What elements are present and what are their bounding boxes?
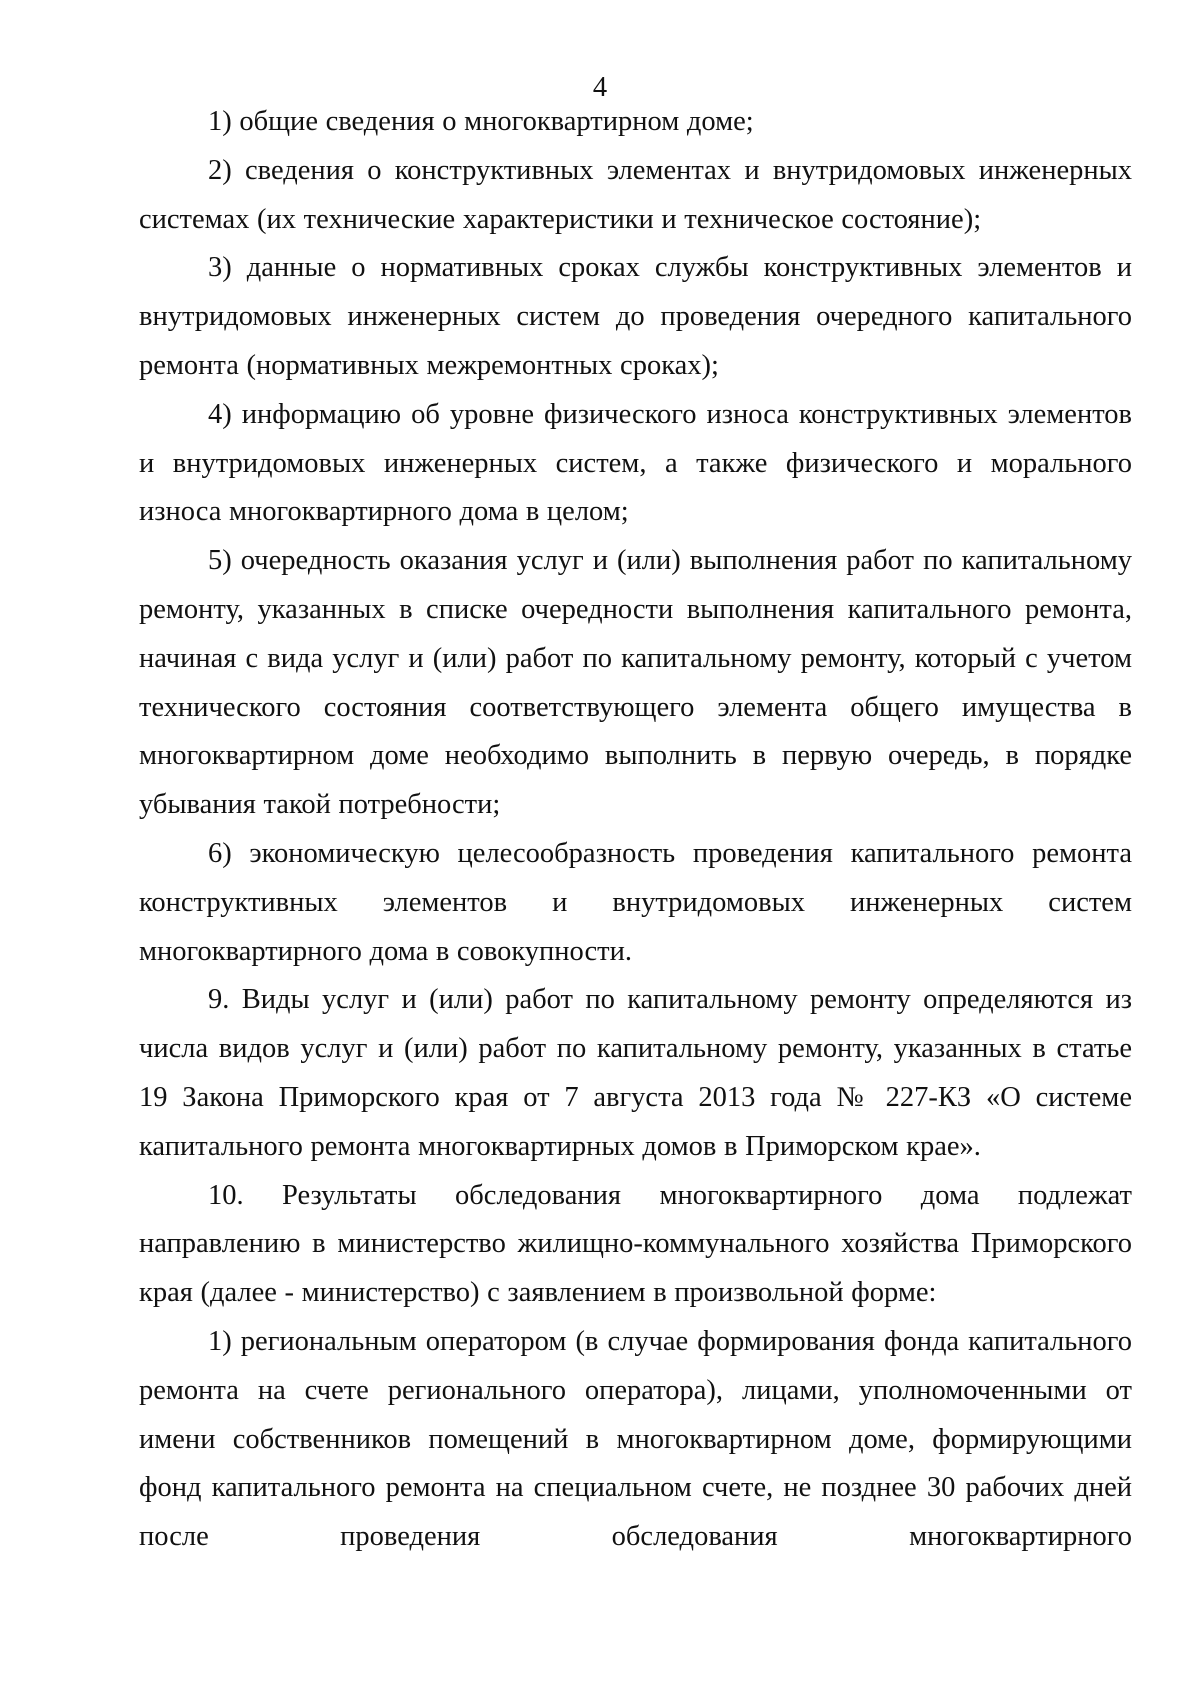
page-number: 4: [592, 72, 608, 103]
paragraph-item-5: 5) очередность оказания услуг и (или) выполнения работ по капитальному ремонту, указанных в списке очередности выполнения капитального ремонта, начиная с вида услуг и (или) работ по капитальному ремонту, который с учетом технического состояния соответствующего элемента общего имущества в многоквартирном доме необходимо выполнить в первую очередь, в порядке убывания такой потребности;: [139, 545, 1132, 821]
paragraph-item-3: 3) данные о нормативных сроках службы конструктивных элементов и внутридомовых инженерных систем до проведения очередного капитального ремонта (нормативных межремонтных сроках);: [139, 252, 1132, 381]
paragraph-item-4: 4) информацию об уровне физического износа конструктивных элементов и внутридомовых инженерных систем, а также физического и морального износа многоквартирного дома в целом;: [139, 398, 1132, 528]
paragraph-item-2: 2) сведения о конструктивных элементах и внутридомовых инженерных системах (их технические характеристики и техническое состояние);: [139, 154, 1132, 235]
paragraph-clause-9: 9. Виды услуг и (или) работ по капитальному ремонту определяются из числа видов услуг и (или) работ по капитальному ремонту, указанных в статье 19 Закона Приморского края от 7 августа 2013 года № 227-КЗ «О системе капитального ремонта многоквартирных домов в Приморском крае».: [139, 984, 1132, 1162]
document-body: [139, 98, 1132, 1562]
paragraph-item-6: 6) экономическую целесообразность проведения капитального ремонта конструктивных элементов и внутридомовых инженерных систем многоквартирного дома в совокупности.: [139, 837, 1132, 967]
paragraph-item-1: 1) общие сведения о многоквартирном доме;: [208, 106, 754, 137]
paragraph-clause-10: 10. Результаты обследования многоквартирного дома подлежат направлению в министерство жилищно-коммунального хозяйства Приморского края (далее - министерство) с заявлением в произвольной форме:: [139, 1179, 1132, 1309]
paragraph-clause-10-item-1: 1) региональным оператором (в случае формирования фонда капитального ремонта на счете регионального оператора), лицами, уполномоченными от имени собственников помещений в многоквартирном доме, формирующими фонд капитального ремонта на специальном счете, не позднее 30 рабочих дней после проведения обследования многоквартирного: [139, 1325, 1132, 1553]
